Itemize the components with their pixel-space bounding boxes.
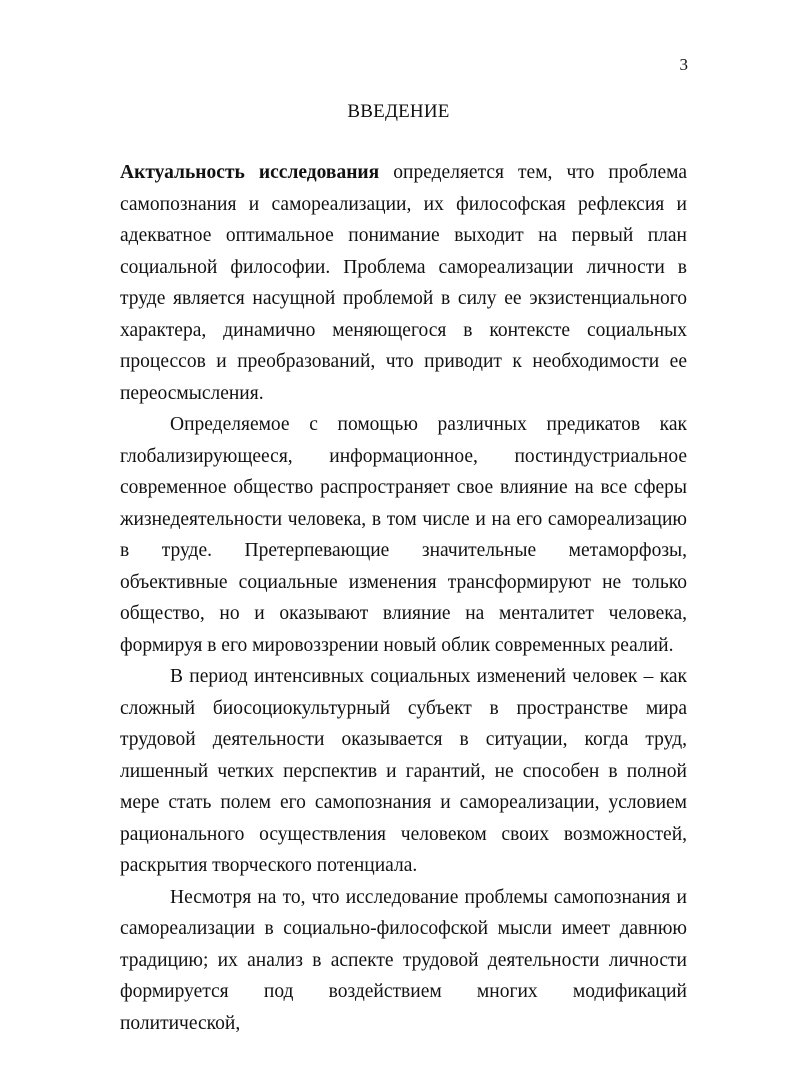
body-text <box>120 157 687 1039</box>
paragraph-4: Несмотря на то, что исследование проблемы самопознания и самореализации в социально-философской мысли имеет давнюю традицию; их анализ в аспекте трудовой деятельности личности формируется под воздействием многих модификаций политической, <box>120 886 687 1034</box>
paragraph-1 <box>120 157 687 409</box>
paragraph-3: В период интенсивных социальных изменений человек – как сложный биосоциокультурный субъект в пространстве мира трудовой деятельности оказывается в ситуации, когда труд, лишенный четких перспектив и гарантий, не способен в полной мере стать полем его самопознания и самореализации, условием рационального осуществления человеком своих возможностей, раскрытия творческого потенциала. <box>120 666 687 876</box>
page-number: 3 <box>679 55 688 74</box>
paragraph-1-lead: Актуальность исследования <box>120 162 380 183</box>
paragraph-2: Определяемое с помощью различных предикатов как глобализирующееся, информационное, постиндустриальное современное общество распространяет свое влияние на все сферы жизнедеятельности человека, в том числе и на его самореализацию в труде. Претерпевающие значительные метаморфозы, объективные социальные изменения трансформируют не только общество, но и оказывают влияние на менталитет человека, формируя в его мировоззрении новый облик современных реалий. <box>120 414 687 656</box>
paragraph-1-text: определяется тем, что проблема самопознания и самореализации, их философская рефлексия и адекватное оптимальное понимание выходит на первый план социальной философии. Проблема самореализации личности в труде является насущной проблемой в силу ее экзистенциального характера, динамично меняющегося в контексте социальных процессов и преобразований, что приводит к необходимости ее переосмысления. <box>120 162 688 404</box>
page-title: ВВЕДЕНИЕ <box>347 101 450 122</box>
